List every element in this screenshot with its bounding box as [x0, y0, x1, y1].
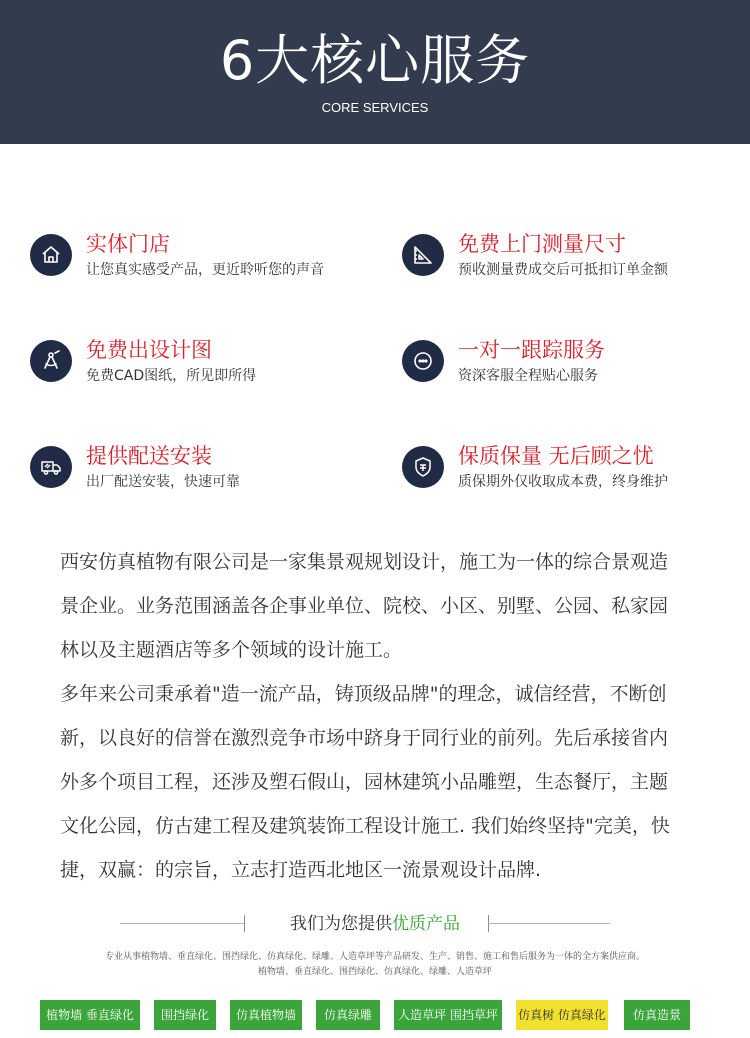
chat-bubble-icon — [402, 340, 444, 382]
service-name: 免费上门测量尺寸 — [458, 232, 626, 256]
intro-line: 新，以良好的信誉在激烈竞争市场中跻身于同行业的前列。先后承接省内 — [60, 727, 669, 749]
ruler-triangle-icon — [402, 234, 444, 276]
product-tag[interactable]: 仿真树 仿真绿化 — [516, 1000, 608, 1030]
product-tag[interactable]: 植物墙 垂直绿化 — [40, 1000, 140, 1030]
product-tag[interactable]: 仿真绿雕 — [316, 1000, 380, 1030]
product-tag[interactable]: 仿真造景 — [624, 1000, 690, 1030]
intro-line: 捷，双赢：的宗旨，立志打造西北地区一流景观设计品牌. — [60, 859, 542, 881]
service-name: 免费出设计图 — [86, 338, 212, 362]
company-intro — [60, 540, 736, 892]
intro-line: 多年来公司秉承着"造一流产品，铸顶级品牌"的理念，诚信经营，不断创 — [60, 683, 667, 705]
house-icon — [30, 234, 72, 276]
header-banner — [0, 0, 750, 144]
service-desc: 免费CAD图纸，所见即所得 — [86, 368, 257, 384]
product-tag[interactable]: 人造草坪 围挡草坪 — [394, 1000, 502, 1030]
service-item-followup — [402, 328, 732, 392]
products-desc-line2: 植物墙、垂直绿化、围挡绿化、仿真绿化、绿雕、人造草坪 — [257, 967, 492, 977]
products-heading-highlight: 优质产品 — [392, 914, 460, 934]
products-banner — [40, 906, 710, 1034]
shield-guarantee-icon — [402, 446, 444, 488]
service-name: 保质保量 无后顾之忧 — [458, 444, 654, 468]
service-item-guarantee — [402, 434, 732, 498]
intro-line: 林以及主题酒店等多个领域的设计施工。 — [60, 639, 403, 661]
product-tag[interactable]: 仿真植物墙 — [230, 1000, 302, 1030]
product-tags — [40, 1000, 710, 1030]
service-item-delivery — [30, 434, 360, 498]
service-desc: 资深客服全程贴心服务 — [458, 368, 598, 384]
products-desc-line1: 专业从事植物墙、垂直绿化、围挡绿化、仿真绿化、绿雕、人造草坪等产品研发、生产、销售、施工和售后服务为一体的全方案供应商。 — [104, 952, 645, 962]
service-name: 一对一跟踪服务 — [458, 338, 605, 362]
service-item-measure — [402, 222, 732, 286]
page-subtitle: CORE SERVICES — [321, 100, 429, 115]
service-desc: 质保期外仅收取成本费，终身维护 — [458, 474, 668, 490]
service-desc: 让您真实感受产品，更近聆听您的声音 — [86, 262, 324, 278]
product-tag[interactable]: 围挡绿化 — [154, 1000, 216, 1030]
intro-line: 文化公园，仿古建工程及建筑装饰工程设计施工. 我们始终坚持"完美，快 — [60, 815, 670, 837]
service-desc: 出厂配送安装，快速可靠 — [86, 474, 240, 490]
delivery-truck-icon — [30, 446, 72, 488]
products-heading-prefix: 我们为您提供 — [290, 914, 392, 934]
intro-line: 景企业。业务范围涵盖各企事业单位、院校、小区、别墅、公园、私家园 — [60, 595, 669, 617]
service-name: 实体门店 — [86, 232, 170, 256]
service-name: 提供配送安装 — [86, 444, 212, 468]
products-heading — [40, 912, 710, 936]
page-title: 6大核心服务 — [219, 29, 531, 92]
service-desc: 预收测量费成交后可抵扣订单金额 — [458, 262, 668, 278]
service-item-store — [30, 222, 360, 286]
service-item-design — [30, 328, 360, 392]
design-compass-icon — [30, 340, 72, 382]
intro-line: 西安仿真植物有限公司是一家集景观规划设计，施工为一体的综合景观造 — [60, 551, 669, 573]
intro-line: 外多个项目工程，还涉及塑石假山，园林建筑小品雕塑，生态餐厅，主题 — [60, 771, 669, 793]
